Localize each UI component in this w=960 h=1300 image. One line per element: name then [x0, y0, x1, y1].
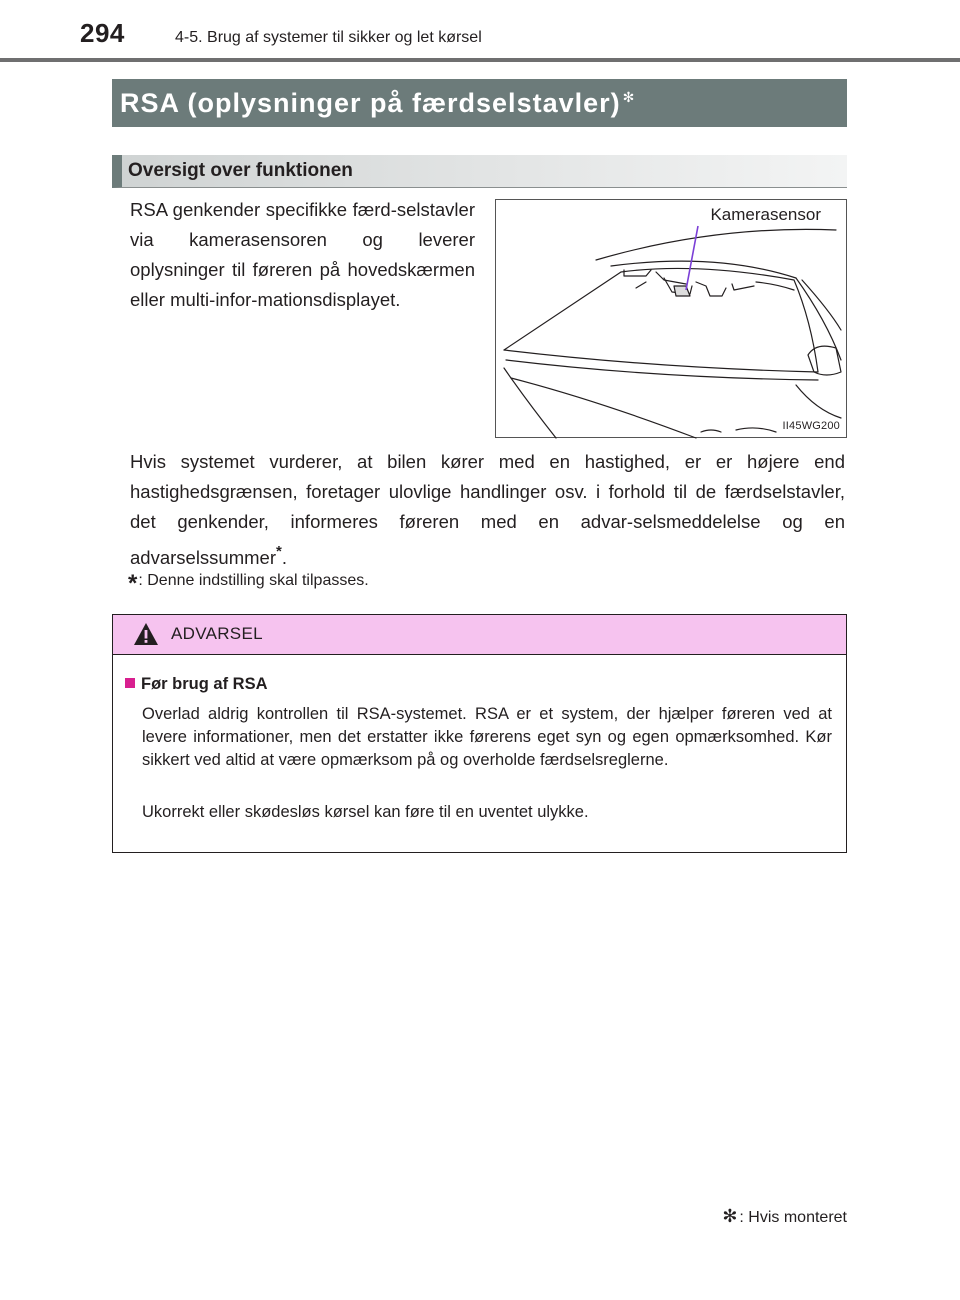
windshield-illustration — [496, 200, 848, 439]
warning-header — [113, 615, 846, 655]
intro-paragraph: RSA genkender specifikke færd-selstavler via kamerasensoren og leverer oplysninger til føreren på hovedskærmen eller multi-infor-mationsdisplayet. — [130, 199, 475, 310]
warning-box — [112, 614, 847, 853]
warning-heading — [125, 675, 268, 694]
warning-label: ADVARSEL — [171, 624, 263, 643]
figure-callout-label: Kamerasensor — [710, 205, 821, 224]
warning-heading-text: Før brug af RSA — [141, 675, 268, 693]
footnote-star: * — [128, 570, 138, 597]
figure-code: II45WG200 — [782, 420, 840, 432]
fitted-note-text: : Hvis monteret — [739, 1209, 847, 1226]
warning-paragraph-1: Overlad aldrig kontrollen til RSA-systemet. RSA er et system, der hjælper føreren ved at levere informationer, men det erstatter ikke førerens eget syn og egen opmærksomhed. Kør sikkert ved altid at være opmærksom på og overholde færdselsreglerne. — [142, 705, 832, 769]
fitted-note-mark: ✻ — [722, 1206, 738, 1226]
body-footnote-star: * — [276, 543, 282, 560]
body-end: . — [281, 547, 287, 568]
footnote — [128, 570, 369, 598]
footnote-text: : Denne indstilling skal tilpasses. — [138, 572, 369, 589]
square-bullet-icon — [125, 678, 135, 688]
warning-triangle-icon — [133, 622, 159, 646]
section-breadcrumb: 4-5. Brug af systemer til sikker og let kørsel — [175, 29, 482, 46]
body-paragraph — [130, 447, 845, 573]
subsection-heading: Oversigt over funktionen — [112, 155, 847, 188]
page-number: 294 — [80, 18, 125, 48]
fitted-note — [722, 1206, 847, 1227]
page-title: RSA (oplysninger på færdselstavler) — [120, 88, 621, 118]
page-title-bar — [112, 79, 847, 127]
warning-paragraph-2: Ukorrekt eller skødesløs kørsel kan føre til en uventet ulykke. — [142, 803, 589, 821]
callout-leader-line — [686, 226, 698, 290]
header-divider — [0, 58, 960, 62]
windshield-camera-figure — [495, 199, 847, 438]
body-text: Hvis systemet vurderer, at bilen kører med en hastighed, er er højere end hastighedsgrænsen, foretager ulovlige handlinger osv. i forhold til de færdselstavler, det genkender, informeres føreren med en advar-selsmeddelelse og en advarselssummer — [130, 451, 845, 568]
title-fitted-mark: ✻ — [622, 89, 636, 105]
